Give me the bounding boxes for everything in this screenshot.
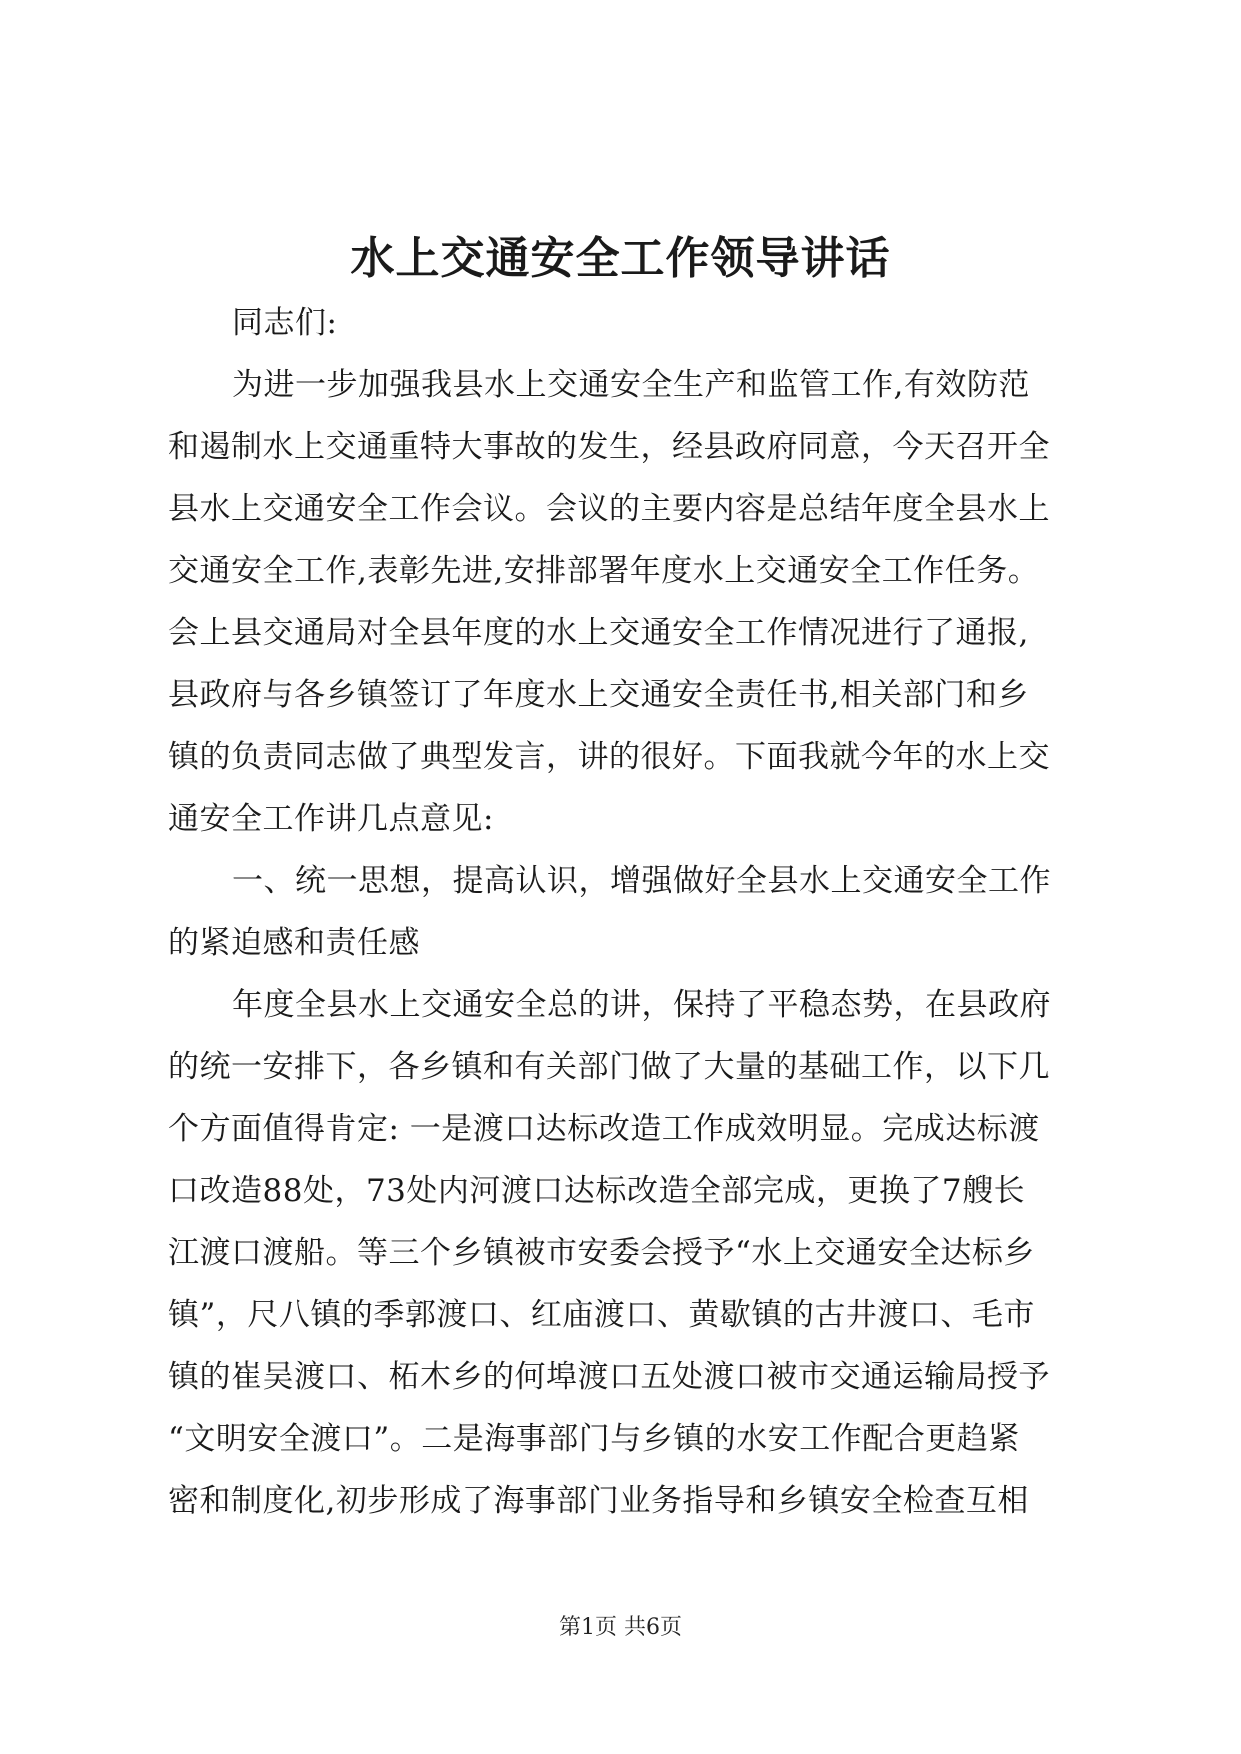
document-body [168, 292, 1088, 1532]
paragraph-line: 交通安全工作,表彰先进,安排部署年度水上交通安全工作任务。 [168, 553, 1040, 589]
paragraph-line: 县政府与各乡镇签订了年度水上交通安全责任书,相关部门和乡 [168, 677, 1029, 713]
paragraph-line: 为进一步加强我县水上交通安全生产和监管工作,有效防范 [232, 367, 1030, 403]
paragraph-line: 密和制度化,初步形成了海事部门业务指导和乡镇安全检查互相 [168, 1483, 1029, 1519]
paragraph-line: 个方面值得肯定: 一是渡口达标改造工作成效明显。完成达标渡 [168, 1111, 1040, 1147]
section-heading-line: 一、统一思想，提高认识，增强做好全县水上交通安全工作 [232, 863, 1051, 899]
paragraph-line: 镇”，尺八镇的季郭渡口、红庙渡口、黄歇镇的古井渡口、毛市 [168, 1297, 1035, 1333]
paragraph-line: 镇的负责同志做了典型发言，讲的很好。下面我就今年的水上交 [168, 739, 1050, 775]
paragraph-line: 县水上交通安全工作会议。会议的主要内容是总结年度全县水上 [168, 491, 1050, 527]
paragraph-line: 的统一安排下，各乡镇和有关部门做了大量的基础工作，以下几 [168, 1049, 1050, 1085]
page-number-footer: 第1页 共6页 [559, 1615, 682, 1640]
paragraph-line: 江渡口渡船。等三个乡镇被市安委会授予“水上交通安全达标乡 [168, 1235, 1035, 1271]
section-heading-line: 的紧迫感和责任感 [168, 925, 420, 961]
paragraph-line: 镇的崔吴渡口、柘木乡的何埠渡口五处渡口被市交通运输局授予 [168, 1359, 1050, 1395]
paragraph-line: 年度全县水上交通安全总的讲，保持了平稳态势，在县政府 [232, 987, 1051, 1023]
paragraph-line: 会上县交通局对全县年度的水上交通安全工作情况进行了通报, [168, 615, 1029, 651]
salutation-line: 同志们: [232, 305, 338, 341]
paragraph-line: 通安全工作讲几点意见: [168, 801, 494, 837]
document-title: 水上交通安全工作领导讲话 [350, 233, 891, 284]
paragraph-line: 和遏制水上交通重特大事故的发生，经县政府同意，今天召开全 [168, 429, 1050, 465]
paragraph-line: 口改造88处，73处内河渡口达标改造全部完成，更换了7艘长 [168, 1173, 1026, 1209]
paragraph-line: “文明安全渡口”。二是海事部门与乡镇的水安工作配合更趋紧 [168, 1421, 1020, 1457]
